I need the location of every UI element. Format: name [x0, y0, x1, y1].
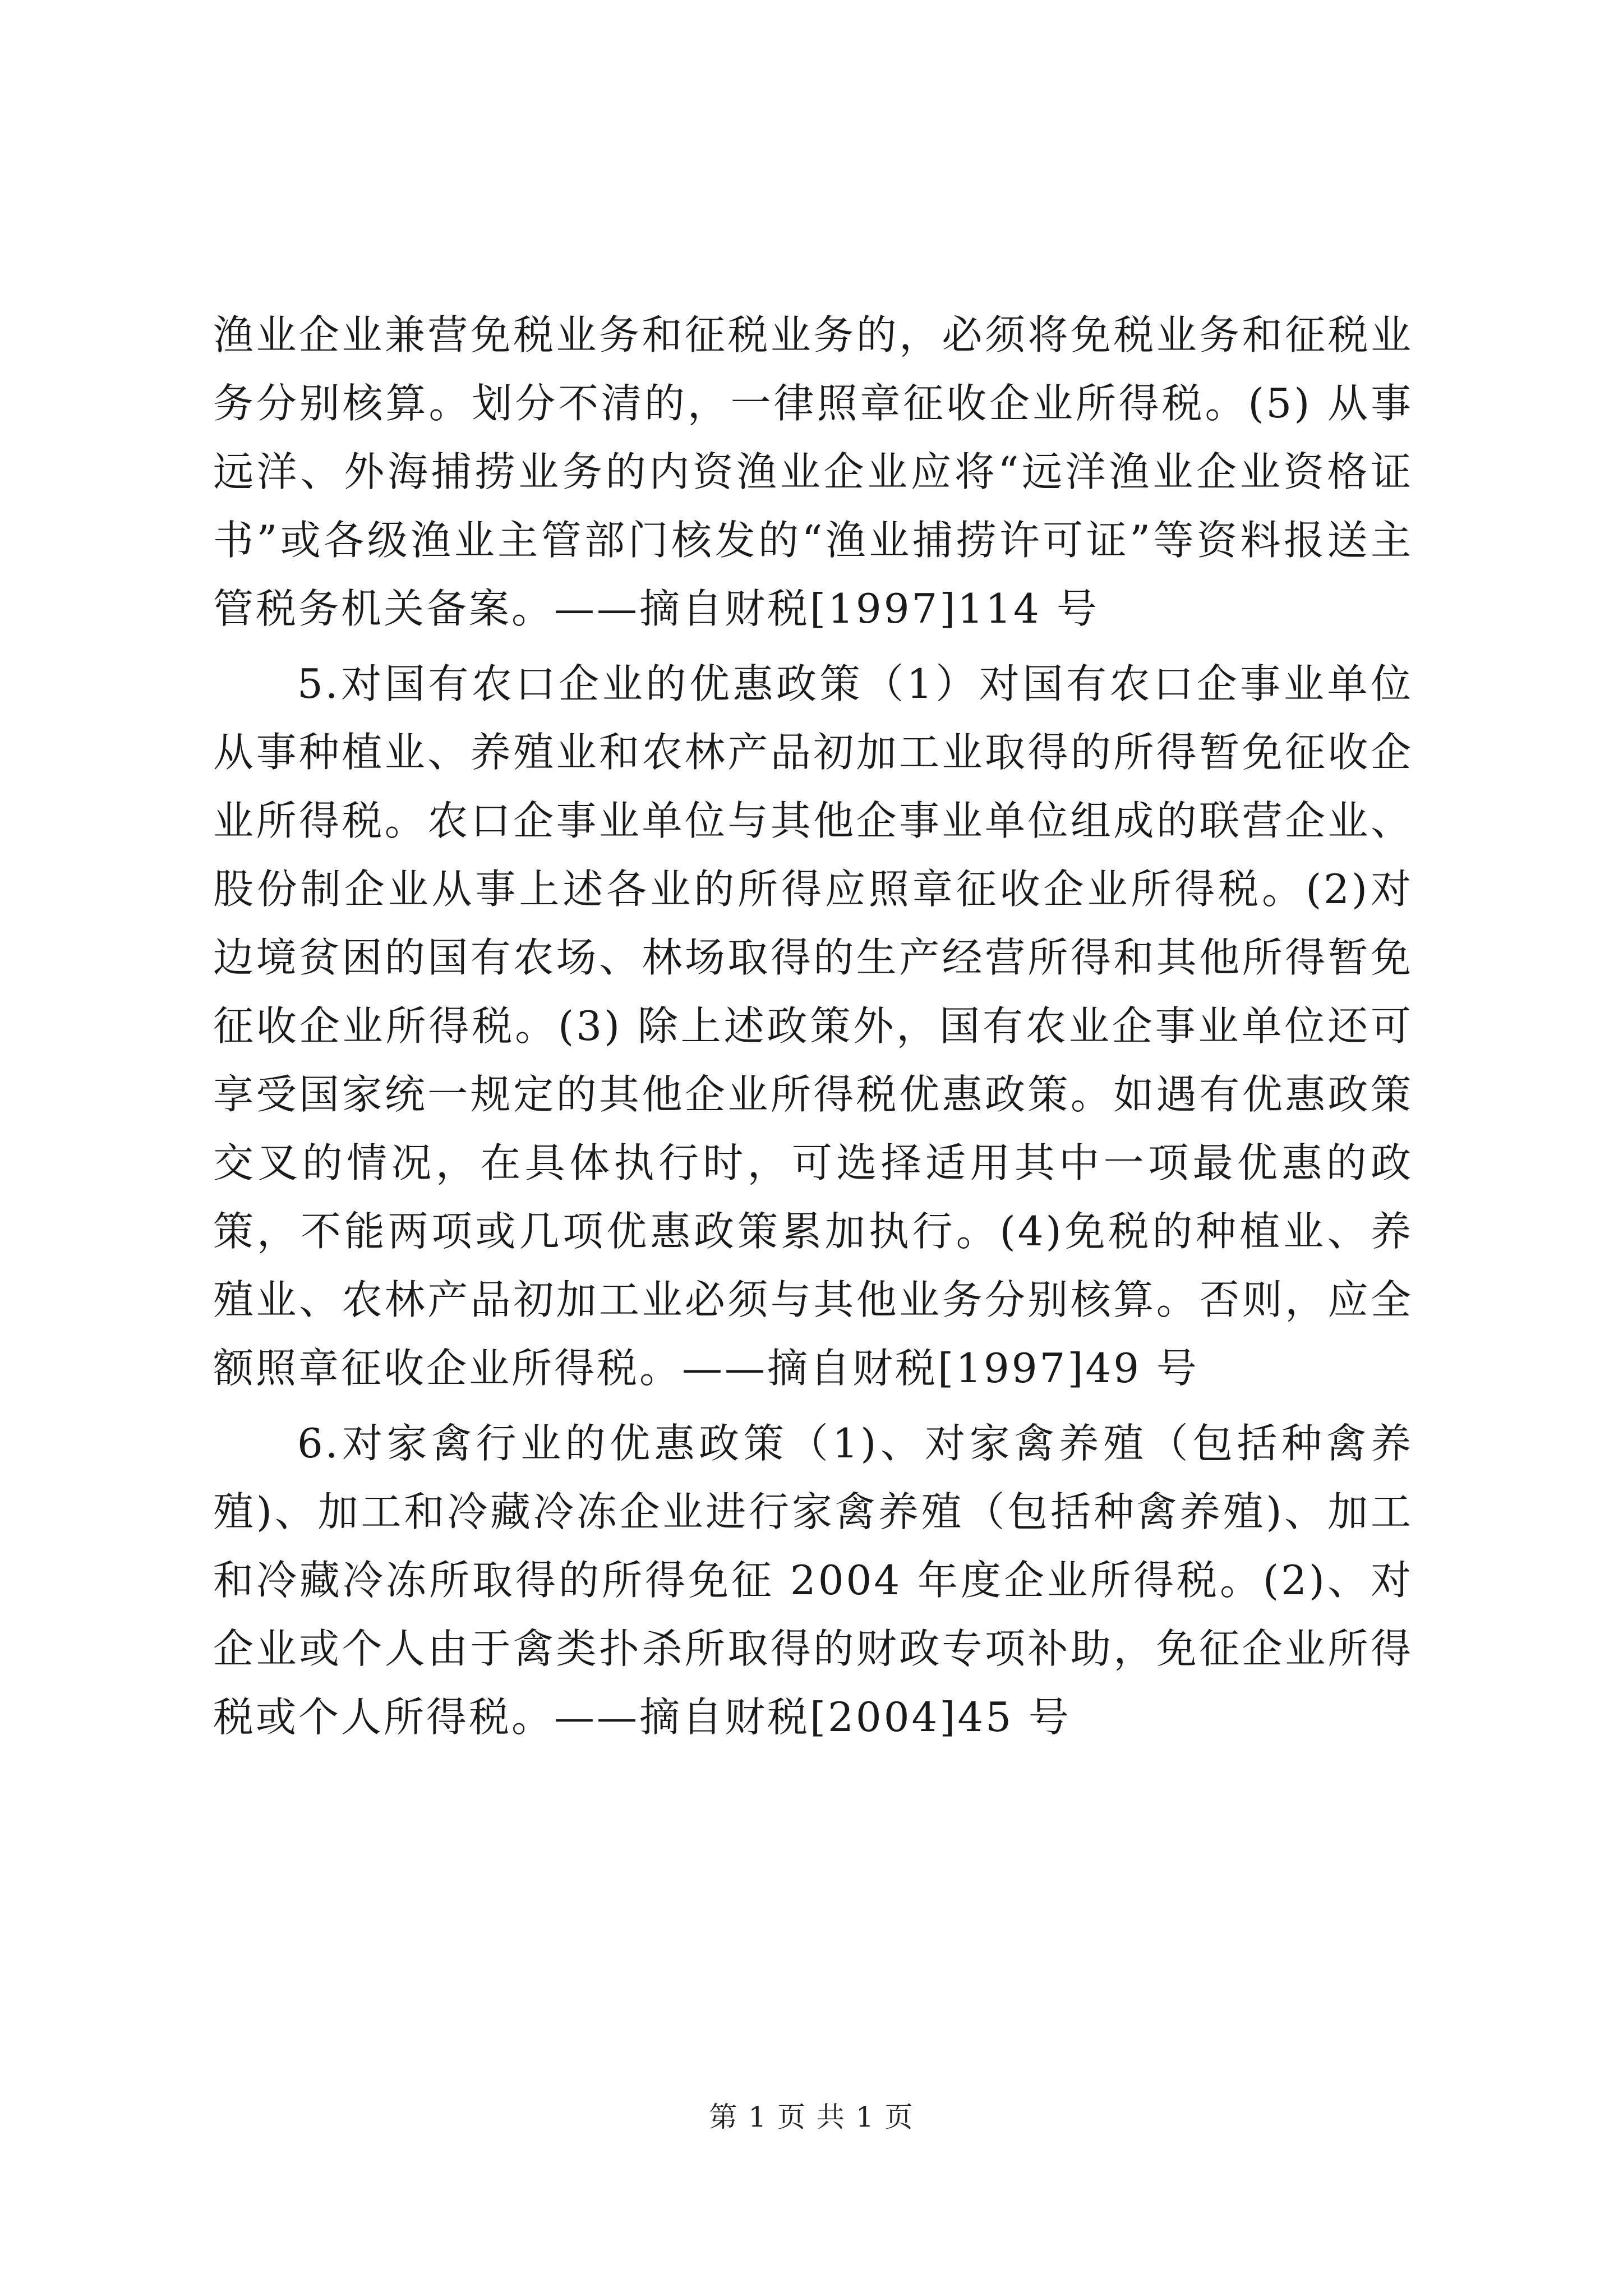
paragraph-fishery-continued: 渔业企业兼营免税业务和征税业务的，必须将免税业务和征税业务分别核算。划分不清的，一律照章征收企业所得税。(5) 从事远洋、外海捕捞业务的内资渔业企业应将“远洋渔业企业资格证书”或各级渔业主管部门核发的“渔业捕捞许可证”等资料报送主管税务机关备案。——摘自财税[1997]114 号 — [213, 311, 1413, 632]
paragraph-poultry-policy: 6.对家禽行业的优惠政策（1)、对家禽养殖（包括种禽养殖)、加工和冷藏冷冻企业进行家禽养殖（包括种禽养殖)、加工和冷藏冷冻所取得的所得免征 2004 年度企业所得税。(2)、对企业或个人由于禽类扑杀所取得的财政专项补助，免征企业所得税或个人所得税。——摘自财税[2004]45 号 — [213, 1420, 1413, 1741]
document-body — [213, 301, 1413, 1751]
paragraph-state-farm-policy: 5.对国有农口企业的优惠政策（1）对国有农口企事业单位从事种植业、养殖业和农林产品初加工业取得的所得暂免征收企业所得税。农口企事业单位与其他企事业单位组成的联营企业、股份制企业从事上述各业的所得应照章征收企业所得税。(2)对边境贫困的国有农场、林场取得的生产经营所得和其他所得暂免征收企业所得税。(3) 除上述政策外，国有农业企事业单位还可享受国家统一规定的其他企业所得税优惠政策。如遇有优惠政策交叉的情况，在具体执行时，可选择适用其中一项最优惠的政策，不能两项或几项优惠政策累加执行。(4)免税的种植业、养殖业、农林产品初加工业必须与其他业务分别核算。否则，应全额照章征收企业所得税。——摘自财税[1997]49 号 — [213, 660, 1413, 1392]
page-footer: 第 1 页 共 1 页 — [709, 2101, 914, 2133]
